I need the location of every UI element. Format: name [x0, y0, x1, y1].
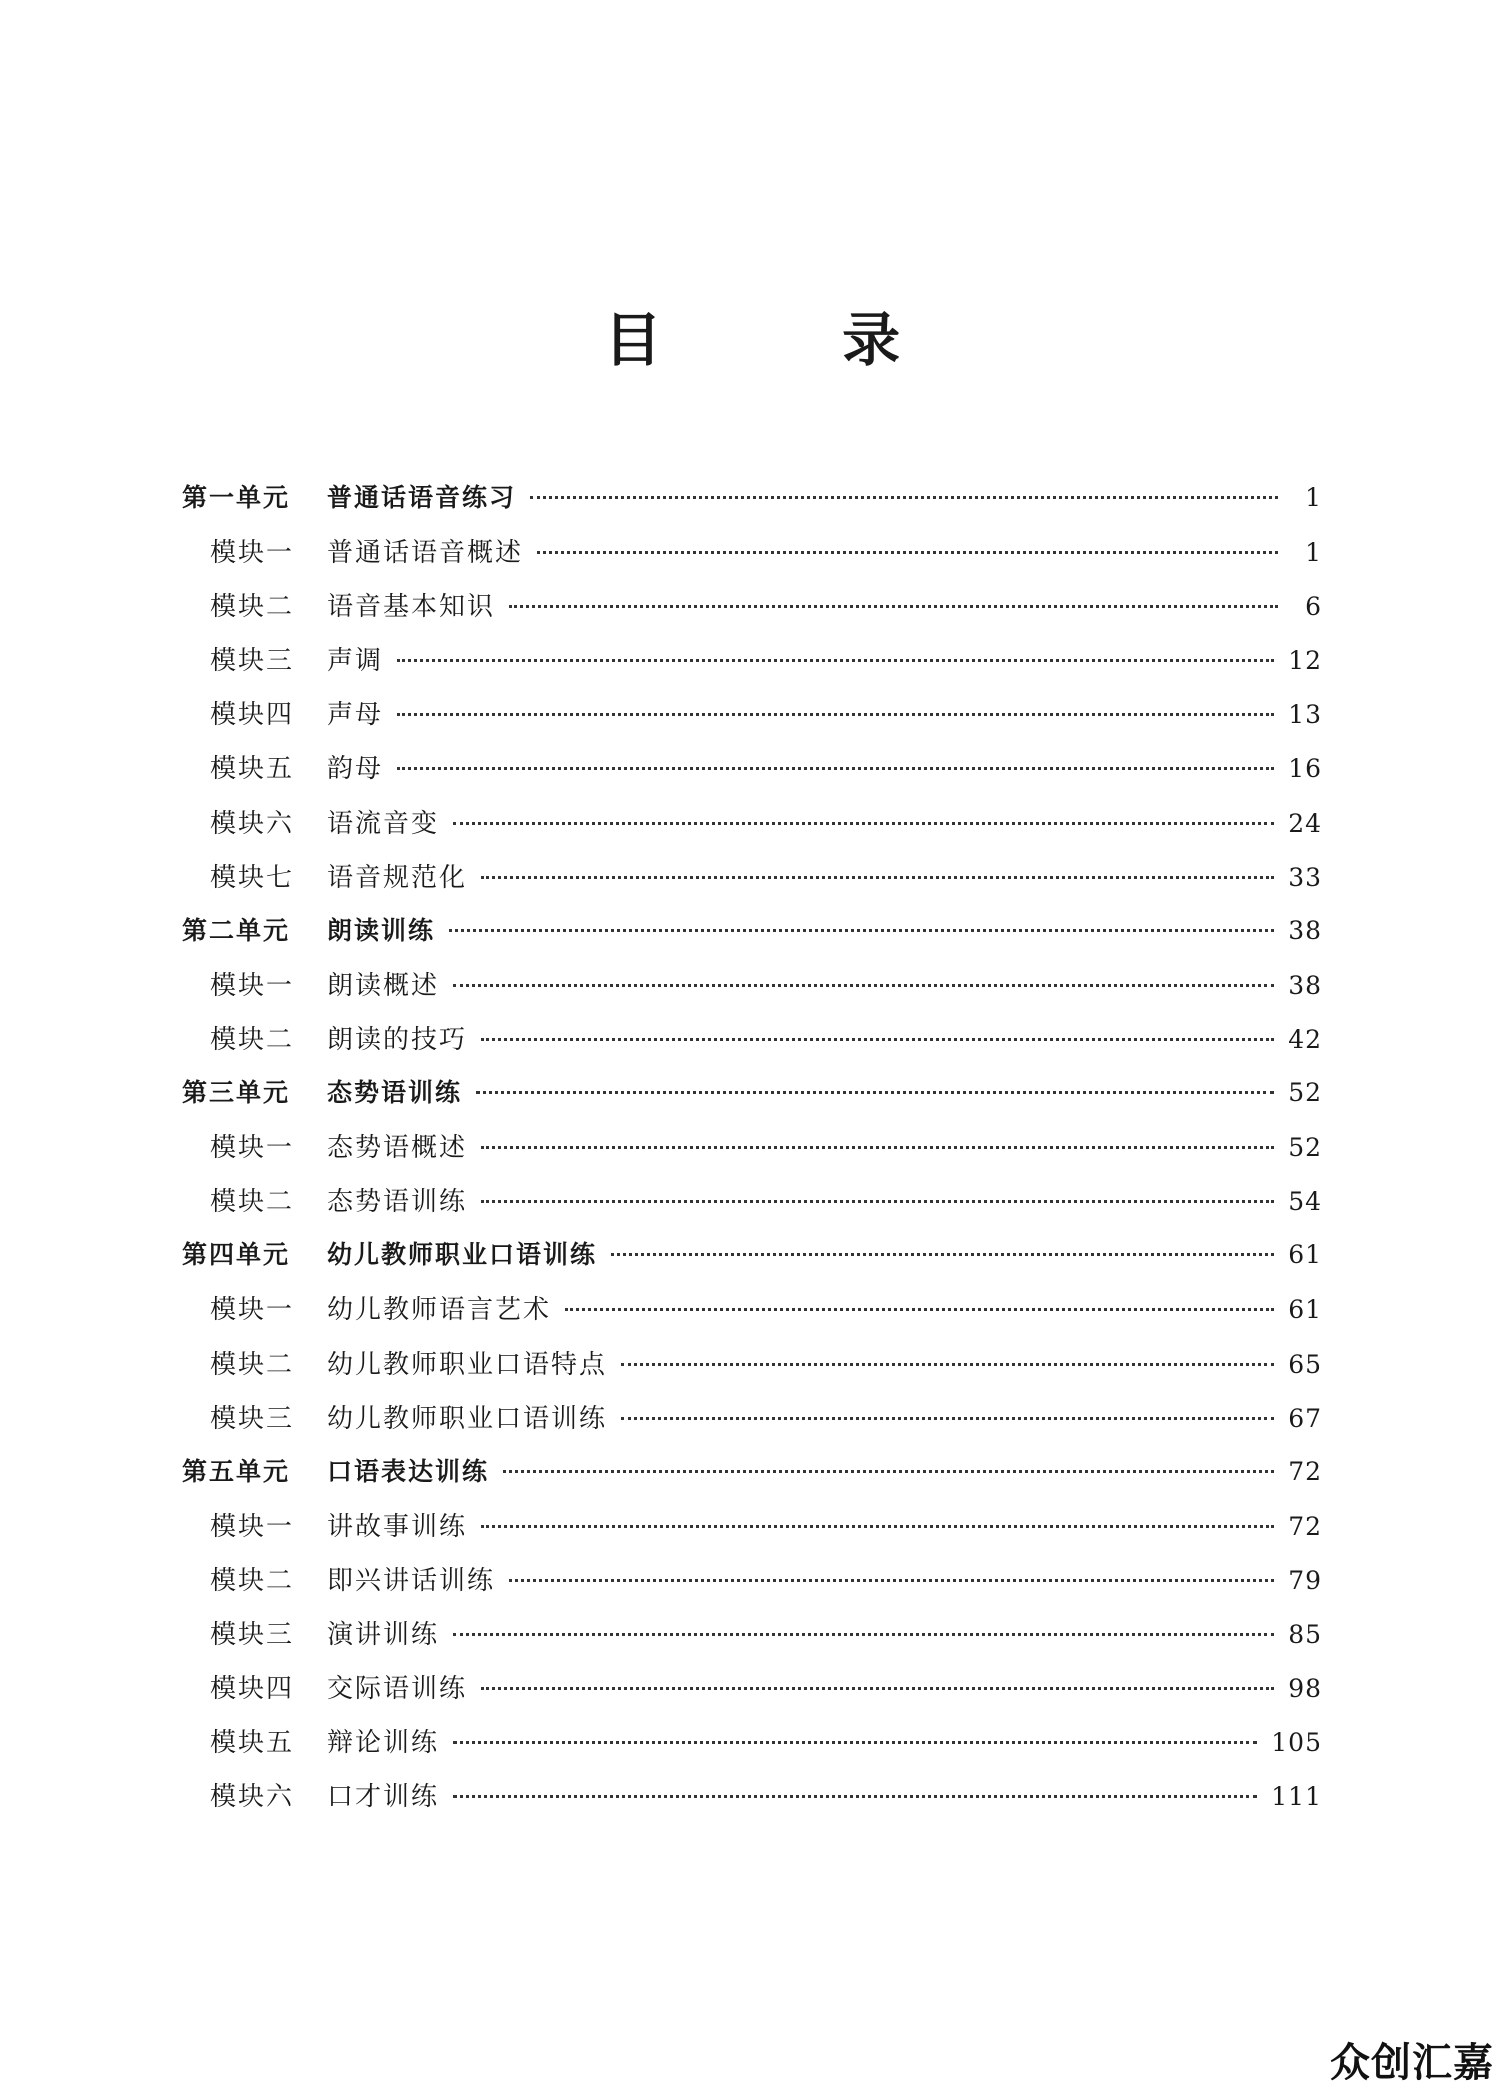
toc-entry-title: 幼儿教师语言艺术 — [327, 1295, 552, 1326]
toc-page-number: 33 — [1288, 862, 1322, 892]
toc-page-number: 85 — [1288, 1619, 1322, 1649]
dot-leader — [481, 1687, 1274, 1690]
toc-module-row[interactable] — [182, 965, 1322, 1019]
toc-page-number: 38 — [1288, 970, 1322, 1000]
toc-module-row[interactable] — [182, 1506, 1322, 1560]
toc-page-number: 52 — [1288, 1133, 1322, 1163]
toc-page-number: 12 — [1288, 646, 1322, 676]
toc-module-row[interactable] — [182, 748, 1322, 802]
dot-leader — [453, 822, 1274, 825]
dot-leader — [503, 1470, 1274, 1473]
toc-page-number: 111 — [1271, 1782, 1322, 1812]
toc-page-number: 105 — [1271, 1728, 1322, 1758]
dot-leader — [397, 713, 1274, 716]
toc-unit-row[interactable] — [182, 911, 1322, 965]
toc-unit-row[interactable] — [182, 1235, 1322, 1289]
toc-entry-title: 幼儿教师职业口语特点 — [327, 1349, 608, 1380]
toc-entry-label: 模块一 — [210, 538, 295, 569]
toc-entry-label: 模块五 — [210, 754, 295, 785]
toc-module-row[interactable] — [182, 586, 1322, 640]
toc-entry-title: 即兴讲话训练 — [327, 1565, 496, 1596]
toc-page-number: 38 — [1288, 915, 1322, 945]
toc-page-number: 52 — [1288, 1078, 1322, 1108]
toc-page-number: 13 — [1288, 700, 1322, 730]
toc-module-row[interactable] — [182, 694, 1322, 748]
toc-entry-label: 模块六 — [210, 1782, 295, 1813]
dot-leader — [453, 1741, 1257, 1744]
toc-page-number: 54 — [1288, 1187, 1322, 1217]
dot-leader — [565, 1308, 1274, 1311]
toc-entry-label: 模块二 — [210, 1349, 295, 1380]
toc-entry-label: 模块五 — [210, 1728, 295, 1759]
toc-entry-label: 第三单元 — [182, 1078, 291, 1108]
toc-module-row[interactable] — [182, 857, 1322, 911]
toc-entry-title: 态势语概述 — [327, 1133, 468, 1164]
toc-entry-label: 模块三 — [210, 646, 295, 677]
toc-page-number: 79 — [1288, 1565, 1322, 1595]
toc-module-row[interactable] — [182, 1289, 1322, 1343]
toc-page-number: 24 — [1288, 808, 1322, 838]
toc-module-row[interactable] — [182, 1344, 1322, 1398]
toc-page-number: 1 — [1305, 538, 1322, 568]
dot-leader — [509, 1579, 1274, 1582]
toc-entry-title: 语音基本知识 — [327, 592, 496, 623]
toc-entry-label: 模块三 — [210, 1619, 295, 1650]
toc-entry-label: 模块一 — [210, 1133, 295, 1164]
toc-entry-label: 模块二 — [210, 1187, 295, 1218]
toc-module-row[interactable] — [182, 532, 1322, 586]
toc-page-number: 65 — [1288, 1349, 1322, 1379]
dot-leader — [621, 1363, 1274, 1366]
dot-leader — [481, 1038, 1274, 1041]
toc-page-number: 98 — [1288, 1674, 1322, 1704]
dot-leader — [481, 1146, 1274, 1149]
toc-entry-title: 口才训练 — [327, 1782, 440, 1813]
dot-leader — [481, 1525, 1274, 1528]
toc-module-row[interactable] — [182, 803, 1322, 857]
toc-entry-label: 模块四 — [210, 1674, 295, 1705]
toc-entry-title: 态势语训练 — [327, 1078, 463, 1108]
toc-unit-row[interactable] — [182, 478, 1322, 532]
toc-page-number: 6 — [1305, 592, 1322, 622]
toc-entry-label: 模块四 — [210, 700, 295, 731]
dot-leader — [481, 1200, 1274, 1203]
toc-module-row[interactable] — [182, 1019, 1322, 1073]
toc-page-number: 1 — [1305, 483, 1322, 512]
toc-entry-label: 模块二 — [210, 592, 295, 623]
toc-module-row[interactable] — [182, 1127, 1322, 1181]
toc-entry-title: 幼儿教师职业口语训练 — [327, 1240, 598, 1270]
toc-page-number: 61 — [1288, 1240, 1322, 1270]
toc-entry-title: 辩论训练 — [327, 1728, 440, 1759]
toc-entry-title: 态势语训练 — [327, 1187, 468, 1218]
toc-entry-label: 模块七 — [210, 862, 295, 893]
toc-entry-label: 第四单元 — [182, 1240, 291, 1270]
toc-entry-title: 讲故事训练 — [327, 1511, 468, 1542]
toc-entry-label: 模块二 — [210, 1565, 295, 1596]
dot-leader — [449, 929, 1274, 932]
dot-leader — [453, 1795, 1257, 1798]
toc-entry-title: 朗读的技巧 — [327, 1024, 468, 1055]
dot-leader — [397, 659, 1274, 662]
toc-entry-title: 口语表达训练 — [327, 1456, 490, 1486]
toc-entry-title: 韵母 — [327, 754, 384, 785]
toc-page-number: 42 — [1288, 1024, 1322, 1054]
toc-module-row[interactable] — [182, 1560, 1322, 1614]
toc-page-number: 72 — [1288, 1456, 1322, 1486]
page-title: 目 录 — [603, 306, 981, 374]
toc-entry-title: 普通话语音练习 — [327, 483, 517, 512]
toc-module-row[interactable] — [182, 1668, 1322, 1722]
dot-leader — [476, 1091, 1274, 1094]
toc-entry-label: 模块六 — [210, 808, 295, 839]
toc-entry-label: 第一单元 — [182, 483, 291, 512]
toc-entry-label: 模块一 — [210, 970, 295, 1001]
toc-entry-title: 幼儿教师职业口语训练 — [327, 1403, 608, 1434]
toc-page-number: 61 — [1288, 1295, 1322, 1325]
toc-entry-label: 模块二 — [210, 1024, 295, 1055]
toc-entry-title: 交际语训练 — [327, 1674, 468, 1705]
toc-entry-title: 演讲训练 — [327, 1619, 440, 1650]
toc-module-row[interactable] — [182, 640, 1322, 694]
toc-entry-title: 语流音变 — [327, 808, 440, 839]
dot-leader — [397, 767, 1274, 770]
toc-page-number: 16 — [1288, 754, 1322, 784]
toc-page-number: 72 — [1288, 1511, 1322, 1541]
toc-entry-title: 朗读训练 — [327, 915, 436, 945]
dot-leader — [621, 1417, 1274, 1420]
table-of-contents — [182, 478, 1322, 1830]
toc-module-row[interactable] — [182, 1776, 1322, 1830]
toc-entry-title: 声调 — [327, 646, 384, 677]
toc-entry-label: 第五单元 — [182, 1456, 291, 1486]
dot-leader — [453, 1633, 1274, 1636]
toc-entry-label: 第二单元 — [182, 915, 291, 945]
toc-entry-label: 模块一 — [210, 1295, 295, 1326]
watermark-text: 众创汇嘉 — [1330, 2040, 1494, 2086]
toc-module-row[interactable] — [182, 1614, 1322, 1668]
toc-module-row[interactable] — [182, 1181, 1322, 1235]
dot-leader — [537, 551, 1278, 554]
dot-leader — [453, 984, 1274, 987]
toc-unit-row[interactable] — [182, 1452, 1322, 1506]
dot-leader — [530, 496, 1278, 499]
toc-module-row[interactable] — [182, 1398, 1322, 1452]
dot-leader — [611, 1253, 1274, 1256]
toc-entry-label: 模块三 — [210, 1403, 295, 1434]
dot-leader — [509, 605, 1278, 608]
toc-entry-title: 语音规范化 — [327, 862, 468, 893]
toc-entry-title: 声母 — [327, 700, 384, 731]
toc-entry-title: 普通话语音概述 — [327, 538, 524, 569]
toc-entry-label: 模块一 — [210, 1511, 295, 1542]
toc-unit-row[interactable] — [182, 1073, 1322, 1127]
toc-module-row[interactable] — [182, 1722, 1322, 1776]
dot-leader — [481, 876, 1274, 879]
toc-entry-title: 朗读概述 — [327, 970, 440, 1001]
toc-page-number: 67 — [1288, 1403, 1322, 1433]
